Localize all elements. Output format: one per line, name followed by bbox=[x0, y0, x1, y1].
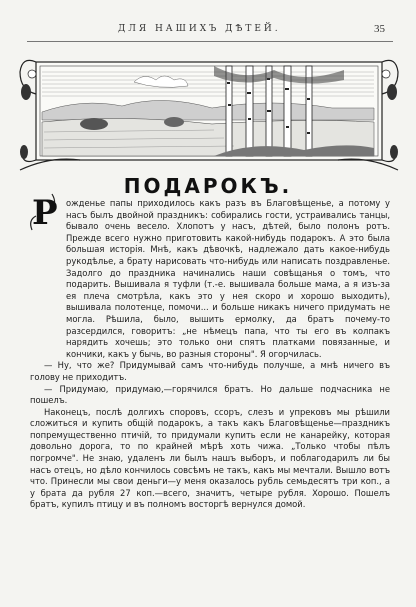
paragraph-2: — Ну, что же? Придумывай самъ что-нибудь получше, а мнѣ ничего въ голову не приходитъ. bbox=[30, 360, 390, 382]
paragraph-3: — Придумаю, придумаю,—горячился братъ. Но дальше подчасника не пошелъ. bbox=[30, 383, 390, 406]
page-number: 35 bbox=[374, 23, 385, 35]
paragraph-4: Наконецъ, послѣ долгихъ споровъ, ссоръ, слезъ и упрековъ мы рѣшили сложиться и купить общій подарокъ, а такъ какъ Благовѣщенье—праздникъ попремущественно птичій, то придумали купить если не канарейку, которая довольно дорога, то по крайней мѣрѣ хоть чижа. „Только чтобы пѣлъ погромче". Не знаю, удаленъ ли былъ нашъ выборъ, и поблагодарилъ ли бы насъ отецъ, но дѣло кончилось совсѣмъ не такъ, какъ мы мечтали. Вышло вотъ что. Принесли мы свои деньги—у меня оказалось рубль семьдесятъ три коп., а у брата да рубля 27 коп.—всего, значитъ, четыре рубля. Хорошо. Пошелъ братъ, купилъ птицу и въ полномъ восторгѣ вернулся домой. bbox=[30, 406, 390, 510]
article-body bbox=[30, 198, 390, 511]
running-title: ДЛЯ НАШИХЪ ДѢТЕЙ. bbox=[118, 24, 281, 34]
drop-cap-letter: Р bbox=[32, 193, 58, 233]
paragraph-1: ожденье папы приходилось какъ разъ въ Благовѣщенье, а потому у насъ былъ двойной праздникъ: собирались гости, устраивались танцы, бывало очень весело. Хлопотъ у насъ, дѣтей, было полонъ ротъ. Прежде всего нужно приготовить какой-нибудь подарокъ. А это была большая исторія. Мнѣ, какъ дѣвочкѣ, надлежало дать какое-нибудь рукодѣлье, а брату нарисовать что-нибудь или написать поздравленье. Задолго до праздника начинались наши совѣщанья о томъ, что подарить. Вышивала я туфли (т.-е. вышивала больше мама, а я изъ-за ея плеча смотрѣла, какъ это у нея скоро и хорошо выходить), вышивала полотенце, помочи... и больше никакъ ничего придумать не могла. Рѣшила, было, вышить ермолку, да братъ почему-то разсердился, говоритъ: „не нѣмецъ папа, что ты его въ колпакъ нарядить хочешь; это только они спятъ платками повязанные, и кончики, какъ у бычь, во разныя стороны". Я огорчилась. bbox=[66, 198, 390, 359]
landscape-vignette-with-birches bbox=[14, 52, 404, 174]
running-header bbox=[0, 24, 416, 38]
header-rule bbox=[27, 41, 393, 42]
article-title: ПОДАРОКЪ. bbox=[123, 174, 293, 198]
